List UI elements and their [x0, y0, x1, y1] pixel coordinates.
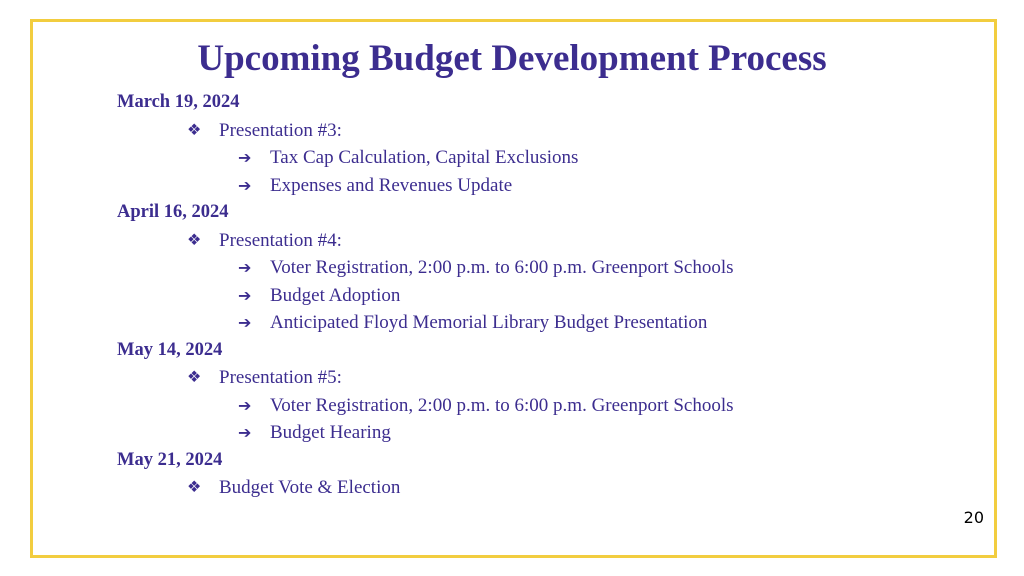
- arrow-icon: ➔: [238, 258, 252, 277]
- sub-list-item: [117, 419, 917, 447]
- section-date: May 14, 2024: [117, 339, 223, 360]
- slide-title: Upcoming Budget Development Process: [197, 38, 827, 79]
- sub-list-item: [117, 392, 917, 420]
- arrow-icon: ➔: [238, 148, 252, 167]
- sub-list-item: [117, 144, 917, 172]
- list-item-label: Presentation #5:: [219, 367, 342, 388]
- list-item: [117, 474, 917, 502]
- sub-list-item: [117, 309, 917, 337]
- sub-list-item-label: Expenses and Revenues Update: [270, 174, 513, 196]
- diamond-bullet-icon: ❖: [187, 121, 202, 139]
- arrow-icon: ➔: [238, 423, 252, 442]
- sub-list-item-label: Anticipated Floyd Memorial Library Budget Presentation: [270, 312, 708, 333]
- list-item-label: Budget Vote & Election: [219, 477, 401, 498]
- schedule-list: [117, 89, 917, 502]
- list-item: [117, 227, 917, 255]
- page-number: 20: [963, 508, 984, 527]
- sub-list-item-label: Voter Registration, 2:00 p.m. to 6:00 p.m. Greenport Schools: [270, 257, 734, 278]
- sub-list-item: [117, 282, 917, 310]
- arrow-icon: ➔: [238, 285, 252, 305]
- diamond-bullet-icon: ❖: [187, 231, 202, 249]
- section-date: March 19, 2024: [117, 92, 240, 112]
- list-item: [117, 117, 917, 145]
- arrow-icon: ➔: [238, 395, 252, 415]
- sub-list-item: [117, 172, 917, 200]
- sub-list-item-label: Budget Hearing: [270, 422, 391, 443]
- diamond-bullet-icon: ❖: [187, 369, 202, 386]
- sub-list-item-label: Tax Cap Calculation, Capital Exclusions: [270, 147, 579, 168]
- list-item: [117, 364, 917, 392]
- sub-list-item-label: Budget Adoption: [270, 284, 401, 306]
- section-date: April 16, 2024: [117, 202, 229, 222]
- list-item-label: Presentation #4:: [219, 229, 342, 251]
- arrow-icon: ➔: [238, 175, 252, 195]
- sub-list-item: [117, 254, 917, 282]
- sub-list-item-label: Voter Registration, 2:00 p.m. to 6:00 p.m. Greenport Schools: [270, 394, 734, 416]
- diamond-bullet-icon: ❖: [187, 479, 202, 496]
- list-item-label: Presentation #3:: [219, 119, 342, 141]
- arrow-icon: ➔: [238, 313, 252, 332]
- section-date: May 21, 2024: [117, 449, 223, 470]
